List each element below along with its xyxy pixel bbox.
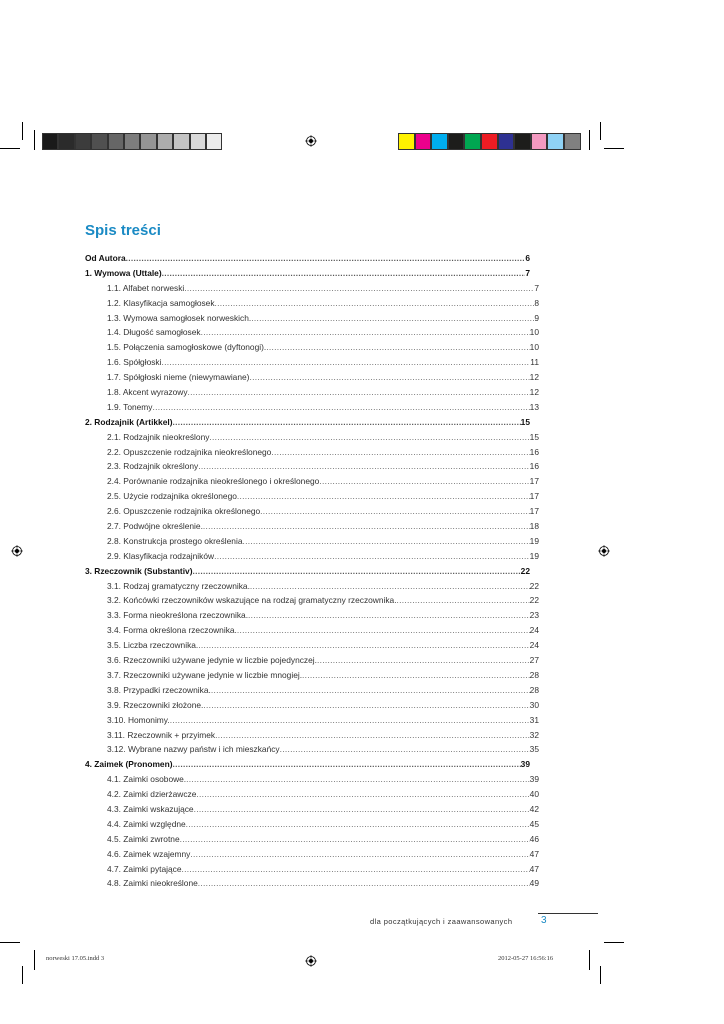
toc-entry-page: 19 bbox=[529, 550, 539, 561]
toc-entry-title: 4.6. Zaimek wzajemny bbox=[107, 848, 191, 859]
toc-entry[interactable] bbox=[85, 519, 539, 534]
toc-entry-page: 23 bbox=[529, 610, 539, 621]
swatch bbox=[547, 133, 564, 150]
swatch bbox=[481, 133, 498, 150]
toc-entry-page: 49 bbox=[529, 878, 539, 889]
swatch bbox=[498, 133, 515, 150]
toc-entry-title: 2.1. Rodzajnik nieokreślony bbox=[107, 431, 210, 442]
toc-entry-title: 2.6. Opuszczenie rodzajnika określonego bbox=[107, 506, 261, 517]
swatch bbox=[42, 133, 58, 150]
toc-entry-page: 22 bbox=[529, 580, 539, 591]
toc-leader-dots bbox=[249, 370, 529, 385]
swatch bbox=[173, 133, 189, 150]
toc-entry-page: 45 bbox=[529, 818, 539, 829]
toc-entry-title: 1.7. Spółgłoski nieme (niewymawiane) bbox=[107, 372, 250, 383]
toc-entry-title: 4.5. Zaimki zwrotne bbox=[107, 833, 180, 844]
toc-leader-dots bbox=[251, 311, 534, 326]
toc-entry[interactable] bbox=[85, 757, 530, 772]
toc-leader-dots bbox=[173, 757, 521, 772]
swatch bbox=[91, 133, 107, 150]
toc-leader-dots bbox=[186, 772, 530, 787]
toc-entry-title: 3.6. Rzeczowniki używane jedynie w liczbie pojedynczej. bbox=[107, 655, 317, 666]
toc-leader-dots bbox=[198, 638, 529, 653]
toc-entry[interactable] bbox=[85, 549, 539, 564]
toc-entry[interactable] bbox=[85, 802, 539, 817]
toc-entry-page: 11 bbox=[530, 357, 539, 368]
toc-entry[interactable] bbox=[85, 400, 539, 415]
toc-leader-dots bbox=[203, 519, 530, 534]
toc-title: Spis treści bbox=[85, 222, 161, 239]
slug-datetime: 2012-05-27 16:56:16 bbox=[498, 955, 554, 962]
registration-mark-icon bbox=[305, 955, 317, 967]
toc-entry-title: 3.11. Rzeczownik + przyimek bbox=[107, 729, 216, 740]
toc-leader-dots bbox=[397, 593, 530, 608]
toc-entry[interactable] bbox=[85, 876, 539, 891]
color-swatch-strip bbox=[398, 133, 581, 150]
swatch bbox=[190, 133, 206, 150]
toc-entry[interactable] bbox=[85, 623, 539, 638]
toc-entry-title: 2.5. Użycie rodzajnika określonego bbox=[107, 491, 237, 502]
toc-entry[interactable] bbox=[85, 281, 539, 296]
toc-leader-dots bbox=[242, 534, 529, 549]
toc-entry-page: 16 bbox=[529, 446, 539, 457]
crop-mark bbox=[22, 966, 23, 984]
toc-leader-dots bbox=[209, 430, 529, 445]
crop-mark bbox=[600, 966, 601, 984]
toc-entry-title: 3.7. Rzeczowniki używane jedynie w liczbie mnogiej. bbox=[107, 669, 303, 680]
toc-entry-title: 4.3. Zaimki wskazujące bbox=[107, 803, 194, 814]
toc-entry-title: 1.1. Alfabet norweski bbox=[107, 282, 185, 293]
toc-entry[interactable] bbox=[85, 817, 539, 832]
toc-entry[interactable] bbox=[85, 311, 539, 326]
toc-entry-title: Od Autora bbox=[85, 253, 126, 263]
toc-entry[interactable] bbox=[85, 698, 539, 713]
toc-entry-page: 17 bbox=[529, 476, 539, 487]
toc-entry-page: 8 bbox=[534, 297, 539, 308]
crop-mark bbox=[22, 122, 23, 140]
toc-entry[interactable] bbox=[85, 564, 530, 579]
toc-entry-title: 1. Wymowa (Uttale) bbox=[85, 267, 162, 278]
toc-entry-page: 7 bbox=[534, 282, 539, 293]
toc-leader-dots bbox=[317, 653, 530, 668]
crop-mark bbox=[0, 148, 20, 149]
toc-entry-title: 3.2. Końcówki rzeczowników wskazujące na rodzaj gramatyczny rzeczownika. bbox=[107, 595, 397, 606]
toc-entry-page: 27 bbox=[529, 655, 539, 666]
toc-entry-title: 4.2. Zaimki dzierżawcze bbox=[107, 789, 197, 800]
toc-entry-page: 10 bbox=[529, 342, 539, 353]
toc-leader-dots bbox=[194, 802, 530, 817]
toc-leader-dots bbox=[266, 340, 529, 355]
toc-entry-page: 40 bbox=[529, 789, 539, 800]
toc-leader-dots bbox=[260, 504, 530, 519]
toc-entry-title: 1.6. Spółgłoski bbox=[107, 357, 162, 368]
toc-entry-page: 28 bbox=[529, 684, 539, 695]
toc-leader-dots bbox=[203, 698, 529, 713]
slug-filename: norweski 17.05.indd 3 bbox=[46, 955, 105, 962]
toc-entry-page: 13 bbox=[529, 401, 539, 412]
toc-entry[interactable] bbox=[85, 489, 539, 504]
toc-entry-title: 3. Rzeczownik (Substantiv) bbox=[85, 565, 193, 576]
toc-entry[interactable] bbox=[85, 445, 539, 460]
toc-leader-dots bbox=[196, 787, 529, 802]
toc-entry[interactable] bbox=[85, 579, 539, 594]
toc-entry-title: 2.4. Porównanie rodzajnika nieokreślonego i określonego bbox=[107, 476, 320, 487]
toc-leader-dots bbox=[162, 266, 526, 281]
toc-entry-title: 4.7. Zaimki pytające bbox=[107, 863, 182, 874]
toc-entry-title: 2.3. Rodzajnik określony bbox=[107, 461, 199, 472]
toc-entry-page: 24 bbox=[529, 625, 539, 636]
toc-entry[interactable] bbox=[85, 608, 539, 623]
crop-mark bbox=[604, 942, 624, 943]
registration-mark-icon bbox=[305, 135, 317, 147]
toc-entry[interactable] bbox=[85, 742, 539, 757]
toc-entry-title: 1.9. Tonemy bbox=[107, 401, 153, 412]
registration-mark-icon bbox=[598, 545, 610, 557]
toc-entry[interactable] bbox=[85, 713, 539, 728]
toc-entry-title: 4. Zaimek (Pronomen) bbox=[85, 759, 173, 770]
toc-entry[interactable] bbox=[85, 504, 539, 519]
toc-leader-dots bbox=[190, 847, 529, 862]
toc-entry-page: 17 bbox=[529, 506, 539, 517]
footer-subtitle: dla początkujących i zaawansowanych bbox=[370, 917, 513, 926]
toc-leader-dots bbox=[152, 400, 529, 415]
toc-entry-title: 2.8. Konstrukcja prostego określenia bbox=[107, 535, 243, 546]
toc-entry[interactable] bbox=[85, 862, 539, 877]
toc-entry-title: 1.2. Klasyfikacja samogłosek bbox=[107, 297, 215, 308]
toc-leader-dots bbox=[237, 489, 530, 504]
crop-mark bbox=[589, 950, 590, 970]
toc-leader-dots bbox=[126, 251, 526, 266]
toc-leader-dots bbox=[211, 683, 530, 698]
registration-mark-icon bbox=[11, 545, 23, 557]
toc-entry[interactable] bbox=[85, 847, 539, 862]
toc-entry[interactable] bbox=[85, 459, 539, 474]
swatch bbox=[206, 133, 222, 150]
toc-leader-dots bbox=[215, 296, 535, 311]
toc-entry-title: 3.5. Liczba rzeczownika. bbox=[107, 640, 199, 651]
swatch bbox=[108, 133, 124, 150]
toc-entry-title: 1.3. Wymowa samogłosek norweskich. bbox=[107, 312, 252, 323]
toc-entry[interactable] bbox=[85, 653, 539, 668]
toc-entry-title: 4.8. Zaimki nieokreślone bbox=[107, 878, 198, 889]
toc-entry-page: 19 bbox=[529, 535, 539, 546]
toc-entry[interactable] bbox=[85, 385, 539, 400]
swatch bbox=[448, 133, 465, 150]
toc-entry[interactable] bbox=[85, 340, 539, 355]
toc-entry[interactable] bbox=[85, 266, 530, 281]
toc-entry-title: 1.8. Akcent wyrazowy bbox=[107, 387, 188, 398]
toc-entry-page: 39 bbox=[520, 759, 530, 770]
toc-entry-page: 22 bbox=[520, 565, 530, 576]
toc-entry-page: 31 bbox=[529, 714, 539, 725]
toc-leader-dots bbox=[215, 728, 530, 743]
toc-entry[interactable] bbox=[85, 415, 530, 430]
swatch bbox=[464, 133, 481, 150]
grayscale-swatch-strip bbox=[42, 133, 222, 150]
toc-leader-dots bbox=[173, 415, 521, 430]
toc-entry[interactable] bbox=[85, 474, 539, 489]
toc-entry-page: 42 bbox=[529, 803, 539, 814]
toc-entry[interactable] bbox=[85, 593, 539, 608]
toc-entry-page: 7 bbox=[525, 267, 530, 278]
toc-leader-dots bbox=[180, 832, 530, 847]
toc-entry-page: 39 bbox=[529, 774, 539, 785]
crop-mark bbox=[589, 130, 590, 150]
toc-entry-title: 2.7. Podwójne określenie. bbox=[107, 521, 203, 532]
crop-mark bbox=[0, 942, 20, 943]
toc-entry-title: 3.1. Rodzaj gramatyczny rzeczownika. bbox=[107, 580, 250, 591]
toc-leader-dots bbox=[271, 445, 529, 460]
toc-entry-page: 22 bbox=[529, 595, 539, 606]
swatch bbox=[531, 133, 548, 150]
toc-leader-dots bbox=[250, 579, 530, 594]
toc-entry-page: 32 bbox=[529, 729, 539, 740]
toc-leader-dots bbox=[248, 608, 530, 623]
toc-entry-title: 2.9. Klasyfikacja rodzajników bbox=[107, 550, 215, 561]
toc-leader-dots bbox=[280, 742, 530, 757]
toc-entry[interactable] bbox=[85, 668, 539, 683]
toc-entry[interactable] bbox=[85, 355, 539, 370]
swatch bbox=[514, 133, 531, 150]
swatch bbox=[564, 133, 581, 150]
toc-entry-title: 1.4. Długość samogłosek bbox=[107, 327, 201, 338]
toc-entry-title: 1.5. Połączenia samogłoskowe (dyftonogi). bbox=[107, 342, 267, 353]
swatch bbox=[124, 133, 140, 150]
toc-entry-page: 35 bbox=[529, 744, 539, 755]
toc-leader-dots bbox=[214, 549, 530, 564]
toc-entry[interactable] bbox=[85, 638, 539, 653]
toc-entry-page: 46 bbox=[529, 833, 539, 844]
toc-entry-title: 3.8. Przypadki rzeczownika. bbox=[107, 684, 211, 695]
toc-entry-page: 12 bbox=[529, 387, 539, 398]
footer-rule bbox=[538, 913, 598, 914]
toc-leader-dots bbox=[170, 713, 530, 728]
toc-leader-dots bbox=[302, 668, 530, 683]
page-number: 3 bbox=[541, 915, 547, 926]
swatch bbox=[415, 133, 432, 150]
toc-leader-dots bbox=[186, 817, 530, 832]
swatch bbox=[75, 133, 91, 150]
toc-entry-page: 10 bbox=[529, 327, 539, 338]
toc-leader-dots bbox=[184, 281, 534, 296]
toc-entry[interactable] bbox=[85, 728, 539, 743]
crop-mark bbox=[604, 148, 624, 149]
toc-entry-page: 6 bbox=[525, 253, 530, 263]
toc-entry-page: 9 bbox=[534, 312, 539, 323]
toc-leader-dots bbox=[198, 876, 530, 891]
toc-entry[interactable] bbox=[85, 325, 539, 340]
toc-leader-dots bbox=[188, 385, 530, 400]
toc-entry[interactable] bbox=[85, 370, 539, 385]
toc-entry-page: 30 bbox=[529, 699, 539, 710]
toc-leader-dots bbox=[237, 623, 530, 638]
toc-entry-title: 3.10. Homonimy. bbox=[107, 714, 170, 725]
toc-entry[interactable] bbox=[85, 683, 539, 698]
toc-leader-dots bbox=[193, 564, 521, 579]
swatch bbox=[58, 133, 74, 150]
toc-entry-page: 47 bbox=[529, 863, 539, 874]
swatch bbox=[431, 133, 448, 150]
toc-entry-title: 3.3. Forma nieokreślona rzeczownika. bbox=[107, 610, 249, 621]
crop-mark bbox=[34, 950, 35, 970]
toc-entry-title: 3.4. Forma określona rzeczownika. bbox=[107, 625, 237, 636]
toc-entry-page: 15 bbox=[520, 416, 530, 427]
toc-leader-dots bbox=[201, 325, 530, 340]
toc-entry-page: 12 bbox=[529, 372, 539, 383]
toc-entry[interactable] bbox=[85, 430, 539, 445]
toc-entry-title: 2. Rodzajnik (Artikkel) bbox=[85, 416, 173, 427]
toc-entry[interactable] bbox=[85, 787, 539, 802]
toc-entry-page: 17 bbox=[529, 491, 539, 502]
toc-entry-page: 28 bbox=[529, 669, 539, 680]
crop-mark bbox=[600, 122, 601, 140]
toc-leader-dots bbox=[319, 474, 529, 489]
toc-entry-title: 2.2. Opuszczenie rodzajnika nieokreślonego bbox=[107, 446, 272, 457]
toc-entry[interactable] bbox=[85, 832, 539, 847]
table-of-contents bbox=[85, 251, 539, 891]
toc-leader-dots bbox=[198, 459, 529, 474]
toc-entry-page: 15 bbox=[529, 431, 539, 442]
swatch bbox=[140, 133, 156, 150]
toc-entry-page: 18 bbox=[529, 521, 539, 532]
toc-entry-page: 47 bbox=[529, 848, 539, 859]
toc-entry-page: 24 bbox=[529, 640, 539, 651]
toc-entry[interactable] bbox=[85, 534, 539, 549]
swatch bbox=[398, 133, 415, 150]
swatch bbox=[157, 133, 173, 150]
toc-entry-title: 3.12. Wybrane nazwy państw i ich mieszkańcy bbox=[107, 744, 280, 755]
toc-entry-title: 4.1. Zaimki osobowe. bbox=[107, 774, 187, 785]
toc-entry[interactable] bbox=[85, 251, 530, 266]
toc-entry[interactable] bbox=[85, 772, 539, 787]
crop-mark bbox=[34, 130, 35, 150]
toc-entry-title: 3.9. Rzeczowniki złożone. bbox=[107, 699, 204, 710]
toc-leader-dots bbox=[161, 355, 530, 370]
toc-entry[interactable] bbox=[85, 296, 539, 311]
toc-entry-page: 16 bbox=[529, 461, 539, 472]
toc-leader-dots bbox=[181, 862, 529, 877]
toc-entry-title: 4.4. Zaimki względne bbox=[107, 818, 186, 829]
